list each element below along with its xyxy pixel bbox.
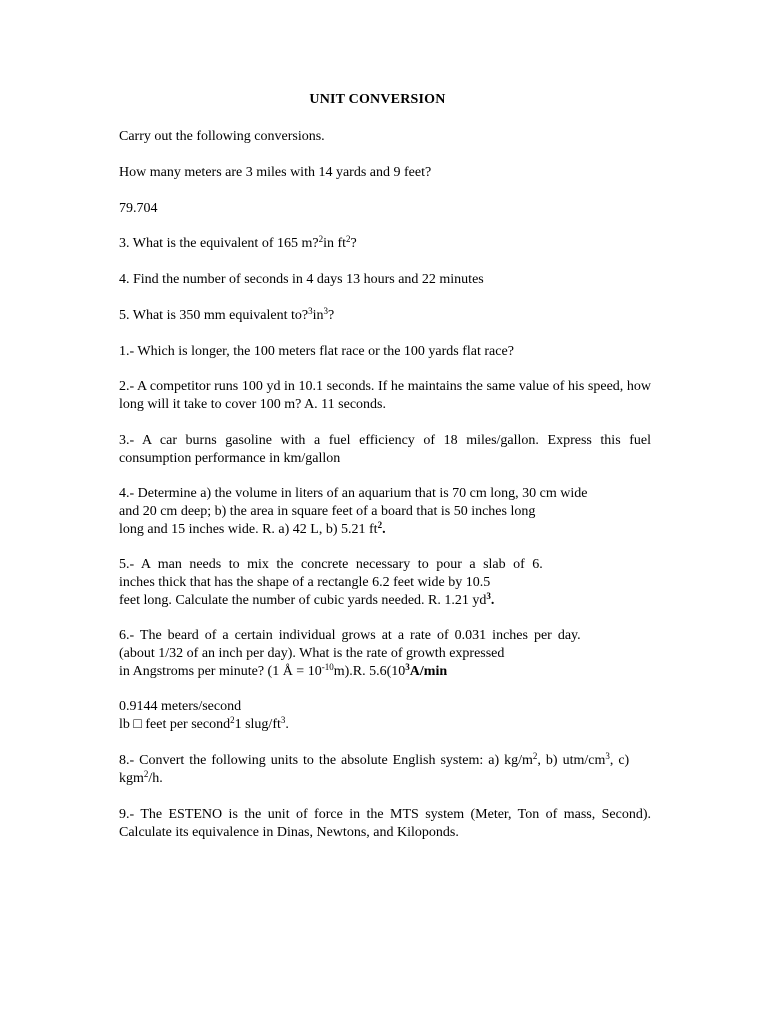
question-1-longer: 1.- Which is longer, the 100 meters flat race or the 100 yards flat race? xyxy=(119,344,514,359)
question-3-car: 3.- A car burns gasoline with a fuel efficiency of 18 miles/gallon. Express this fuel consumption performance in km/gallon xyxy=(119,433,651,466)
q5-mid: in xyxy=(312,308,324,323)
slug-line-c: 1 slug/ft xyxy=(234,717,281,732)
q5-end: ? xyxy=(328,308,335,323)
q5b-line3-sup: 3 xyxy=(486,591,491,601)
slug-line-a: lb xyxy=(119,717,134,732)
q8-sup1: 2 xyxy=(532,751,538,761)
question-4-aquarium xyxy=(119,485,651,539)
q5b-line3-text: feet long. Calculate the number of cubic yards needed. R. 1.21 yd xyxy=(119,593,487,608)
slug-line xyxy=(119,716,651,734)
q5b-line2: inches thick that has the shape of a rectangle 6.2 feet wide by 10.5 xyxy=(119,575,491,590)
q4b-line1: 4.- Determine a) the volume in liters of an aquarium that is 70 cm long, 30 cm wide xyxy=(119,486,588,501)
q8-line2 xyxy=(119,770,651,788)
question-9-esteno: 9.- The ESTENO is the unit of force in the MTS system (Meter, Ton of mass, Second). Calculate its equivalence in Dinas, Newtons, and Kiloponds. xyxy=(119,807,651,840)
q5b-line3-end: . xyxy=(490,593,495,608)
slug-line-sup1: 2 xyxy=(230,715,235,725)
q5-text: 5. What is 350 mm equivalent to? xyxy=(119,308,309,323)
q6-line3-c: A/min xyxy=(409,664,448,679)
q6-line3-sup1: -10 xyxy=(321,662,334,672)
q5-sup2: 3 xyxy=(323,306,328,316)
question-6-beard xyxy=(119,627,651,681)
q8-line2-sup: 2 xyxy=(143,769,149,779)
question-3 xyxy=(119,235,651,253)
q6-line3-sup2: 3 xyxy=(405,662,410,672)
q5-sup1: 3 xyxy=(308,306,313,316)
q8-sup2: 3 xyxy=(605,751,610,761)
q3-sup1: 2 xyxy=(318,234,324,244)
question-5 xyxy=(119,307,651,325)
q6-line2: (about 1/32 of an inch per day). What is the rate of growth expressed xyxy=(119,646,505,661)
answer-miles: 79.704 xyxy=(119,201,158,216)
q6-line3-a: in Angstroms per minute? (1 Å = 10 xyxy=(119,664,322,679)
question-4: 4. Find the number of seconds in 4 days 13 hours and 22 minutes xyxy=(119,272,484,287)
document-title: UNIT CONVERSION xyxy=(309,92,446,107)
q6-line3 xyxy=(119,663,651,681)
q4b-line2: and 20 cm deep; b) the area in square feet of a board that is 50 inches long xyxy=(119,504,536,519)
slug-line-sup2: 3 xyxy=(280,715,286,725)
question-miles: How many meters are 3 miles with 14 yards and 9 feet? xyxy=(119,165,432,180)
q4b-line3-end: . xyxy=(382,522,386,537)
intro-text: Carry out the following conversions. xyxy=(119,129,325,144)
q4b-line3-sup: 2 xyxy=(377,520,383,530)
question-8-convert xyxy=(119,752,651,788)
question-5-concrete xyxy=(119,556,651,610)
q8-line2-b: /h. xyxy=(148,771,163,786)
q8-line2-a: kgm xyxy=(119,771,144,786)
q4b-line3 xyxy=(119,521,651,539)
q5b-line1: 5.- A man needs to mix the concrete necessary to pour a slab of 6. xyxy=(119,557,543,572)
q3-mid: in ft xyxy=(323,236,347,251)
slug-line-d: . xyxy=(285,717,289,732)
slug-line-b: feet per second xyxy=(141,717,231,732)
q3-end: ? xyxy=(350,236,357,251)
q6-line1: 6.- The beard of a certain individual grows at a rate of 0.031 inches per day. xyxy=(119,628,581,643)
q8-a: 8.- Convert the following units to the absolute English system: a) kg/m xyxy=(119,753,533,768)
q8-line1 xyxy=(119,752,651,770)
q6-line3-b: m).R. 5.6(10 xyxy=(333,664,406,679)
question-2-competitor: 2.- A competitor runs 100 yd in 10.1 seconds. If he maintains the same value of his speed, how long will it take to cover 100 m? A. 11 seconds. xyxy=(119,379,651,412)
q4b-line3-text: long and 15 inches wide. R. a) 42 L, b) 5.21 ft xyxy=(119,522,378,537)
answer-speed: 0.9144 meters/second xyxy=(119,699,242,714)
q8-c: , c) xyxy=(609,753,630,768)
answer-block xyxy=(119,698,651,734)
missing-glyph-icon: □ xyxy=(133,717,142,732)
q5b-line3 xyxy=(119,592,651,610)
q8-b: , b) utm/cm xyxy=(537,753,606,768)
q3-text: 3. What is the equivalent of 165 m? xyxy=(119,236,319,251)
q3-sup2: 2 xyxy=(346,234,351,244)
